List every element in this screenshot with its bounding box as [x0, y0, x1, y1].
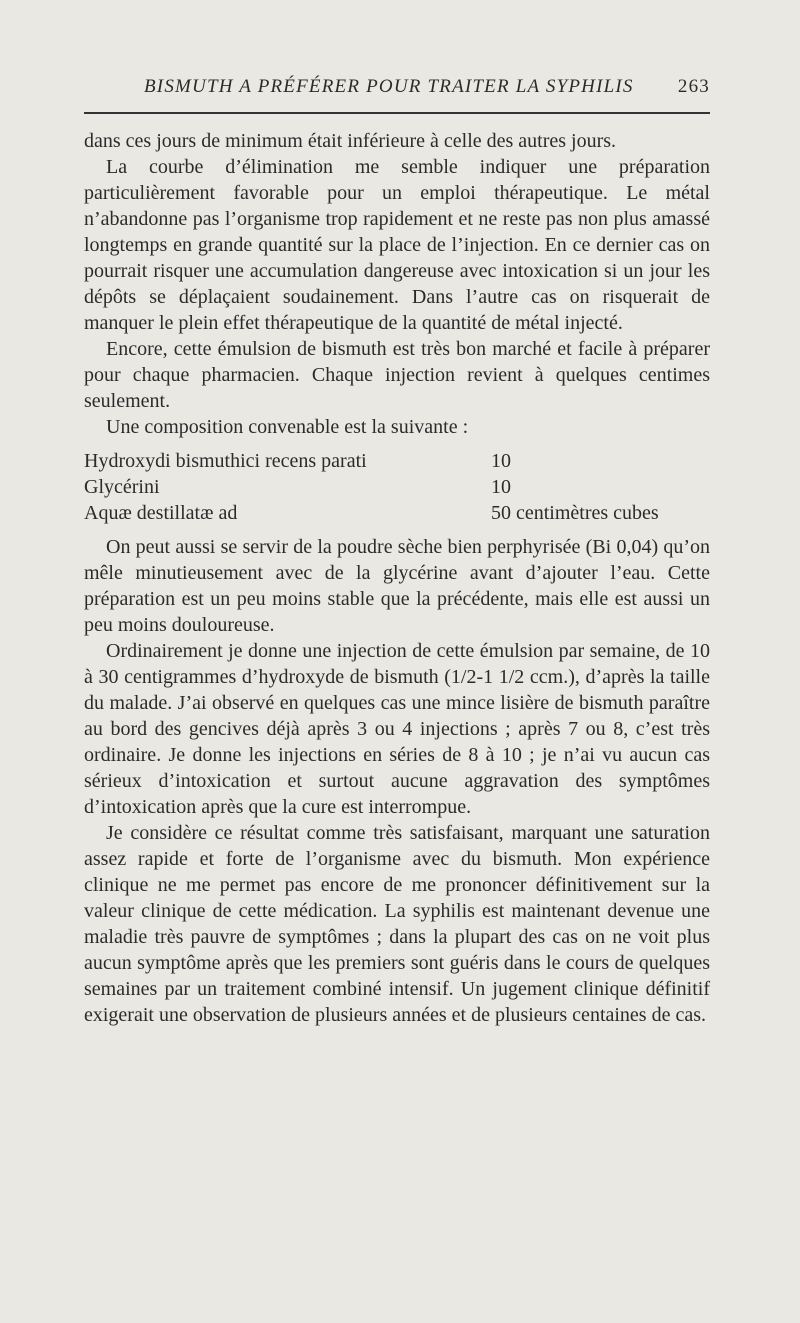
recipe-ingredient: Hydroxydi bismuthici recens parati	[84, 450, 367, 472]
paragraph-3: Encore, cette émulsion de bismuth est très bon marché et facile à préparer pour chaque pharmacien. Chaque injection revient à quelques centimes seulement.	[84, 338, 710, 412]
recipe-row	[84, 474, 710, 500]
running-title: BISMUTH A PRÉFÉRER POUR TRAITER LA SYPHILIS	[144, 76, 634, 97]
paragraph-4: Une composition convenable est la suivante :	[106, 416, 469, 438]
recipe-quantity: 50 centimètres cubes	[491, 502, 659, 524]
header-rule	[84, 112, 710, 114]
page-body	[84, 128, 710, 1028]
page-number: 263	[677, 76, 710, 97]
recipe-quantity: 10	[491, 476, 511, 498]
paragraph-5: On peut aussi se servir de la poudre sèche bien perphyrisée (Bi 0,04) qu’on mêle minutieusement avec de la glycérine avant d’ajouter l’eau. Cette préparation est un peu moins stable que la précédente, mais elle est aussi un peu moins douloureuse.	[84, 536, 710, 636]
recipe-table	[84, 448, 710, 526]
paragraph-2: La courbe d’élimination me semble indiquer une préparation particulièrement favorable pour un emploi thérapeutique. Le métal n’abandonne pas l’organisme trop rapidement et ne reste pas non plus amassé longtemps en grande quantité sur la place de l’injection. En ce dernier cas on pourrait risquer une accumulation dangereuse avec intoxication si un jour les dépôts se déplaçaient soudainement. Dans l’autre cas on risquerait de manquer le plein effet thérapeutique de la quantité de métal injecté.	[84, 156, 710, 334]
recipe-ingredient: Aquæ destillatæ ad	[84, 502, 238, 524]
recipe-row	[84, 448, 710, 474]
recipe-row	[84, 500, 710, 526]
recipe-ingredient: Glycérini	[84, 476, 160, 498]
book-page	[84, 0, 710, 1323]
paragraph-1: dans ces jours de minimum était inférieure à celle des autres jours.	[84, 130, 617, 152]
paragraph-6: Ordinairement je donne une injection de cette émulsion par semaine, de 10 à 30 centigrammes d’hydroxyde de bismuth (1/2-1 1/2 ccm.), d’après la taille du malade. J’ai observé en quelques cas une mince lisière de bismuth paraître au bord des gencives déjà après 3 ou 4 injections ; après 7 ou 8, c’est très ordinaire. Je donne les injections en séries de 8 à 10 ; je n’ai vu aucun cas sérieux d’intoxication et surtout aucune aggravation des symptômes d’intoxication après que la cure est interrompue.	[84, 640, 710, 818]
paragraph-7: Je considère ce résultat comme très satisfaisant, marquant une saturation assez rapide et forte de l’organisme avec du bismuth. Mon expérience clinique ne me permet pas encore de me prononcer définitivement sur la valeur clinique de cette médication. La syphilis est maintenant devenue une maladie très pauvre de symptômes ; dans la plupart des cas on ne voit plus aucun symptôme après que les premiers sont guéris dans le cours de quelques semaines par un traitement combiné intensif. Un jugement clinique définitif exigerait une observation de plusieurs années et de plusieurs centaines de cas.	[84, 822, 710, 1026]
running-header	[84, 76, 710, 102]
recipe-quantity: 10	[491, 450, 511, 472]
